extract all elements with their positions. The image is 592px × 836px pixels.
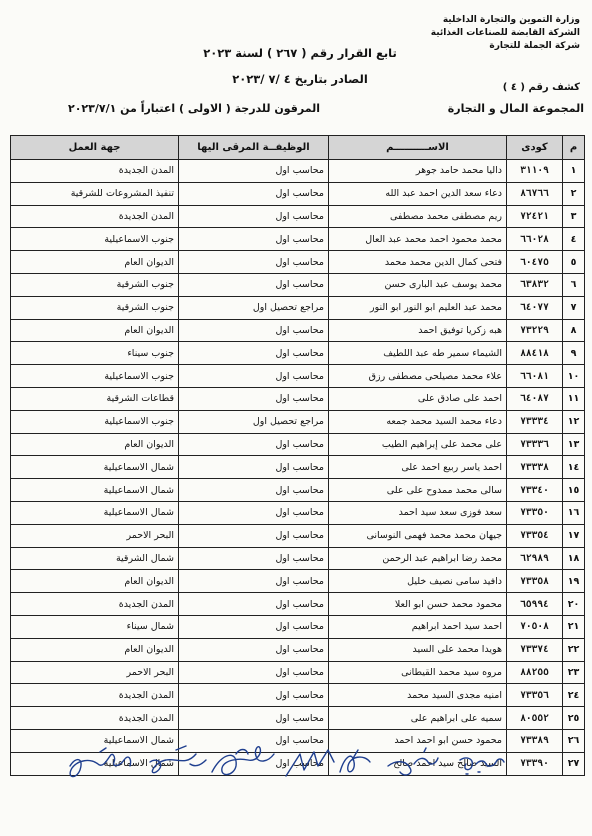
cell-job: محاسب اول <box>179 160 329 183</box>
cell-no: ١٩ <box>563 570 585 593</box>
cell-dept: شمال الاسماعيلية <box>11 752 179 775</box>
cell-job: محاسب اول <box>179 729 329 752</box>
column-header-name: الاســــــــــم <box>329 136 507 160</box>
cell-job: محاسب اول <box>179 707 329 730</box>
cell-name: امنيه مجدى السيد محمد <box>329 684 507 707</box>
table-row <box>11 182 585 205</box>
signature-7 <box>460 758 504 774</box>
signature-4 <box>286 750 334 776</box>
table-row <box>11 387 585 410</box>
cell-code: ٧٣٣٤٠ <box>507 479 563 502</box>
cell-job: محاسب اول <box>179 319 329 342</box>
cell-dept: تنفيذ المشروعات للشرقية <box>11 182 179 205</box>
table-row <box>11 160 585 183</box>
cell-name: دافيد سامى نصيف خليل <box>329 570 507 593</box>
cell-name: السيد صالح سيد احمد صالح <box>329 752 507 775</box>
signature-5 <box>340 750 370 772</box>
cell-no: ٢ <box>563 182 585 205</box>
cell-code: ٦٤٠٨٧ <box>507 387 563 410</box>
cell-dept: شمال الاسماعيلية <box>11 729 179 752</box>
issue-date: الصادر بتاريخ ٤ /٧ /٢٠٢٣ <box>232 72 368 86</box>
cell-dept: شمال الاسماعيلية <box>11 501 179 524</box>
cell-no: ٤ <box>563 228 585 251</box>
cell-code: ٦٦٠٨١ <box>507 365 563 388</box>
cell-code: ٨٠٥٥٢ <box>507 707 563 730</box>
cell-code: ٧٣٣٥٨ <box>507 570 563 593</box>
cell-code: ٨٦٧٦٦ <box>507 182 563 205</box>
cell-job: مراجع تحصيل اول <box>179 296 329 319</box>
table-row <box>11 319 585 342</box>
cell-no: ٢٤ <box>563 684 585 707</box>
cell-dept: جنوب الاسماعيلية <box>11 365 179 388</box>
table-row <box>11 524 585 547</box>
column-header-job: الوظيفــة المرقى اليها <box>179 136 329 160</box>
cell-code: ٧٣٣٩٠ <box>507 752 563 775</box>
cell-job: محاسب اول <box>179 205 329 228</box>
cell-no: ٢٠ <box>563 593 585 616</box>
table-row <box>11 273 585 296</box>
cell-dept: قطاعات الشرقية <box>11 387 179 410</box>
cell-name: ريم مصطفى محمد مصطفى <box>329 205 507 228</box>
cell-no: ١ <box>563 160 585 183</box>
cell-dept: شمال الاسماعيلية <box>11 456 179 479</box>
cell-no: ٢٦ <box>563 729 585 752</box>
cell-no: ٢٣ <box>563 661 585 684</box>
cell-name: محمد يوسف عبد البارى حسن <box>329 273 507 296</box>
cell-no: ٣ <box>563 205 585 228</box>
cell-job: محاسب اول <box>179 638 329 661</box>
table-row <box>11 296 585 319</box>
column-header-dept: جهة العمل <box>11 136 179 160</box>
column-header-code: كودى <box>507 136 563 160</box>
cell-name: داليا محمد حامد جوهر <box>329 160 507 183</box>
cell-job: محاسب اول <box>179 433 329 456</box>
cell-name: سميه على ابراهيم على <box>329 707 507 730</box>
table-row <box>11 456 585 479</box>
cell-name: محمود حسن ابو احمد احمد <box>329 729 507 752</box>
cell-dept: جنوب الاسماعيلية <box>11 228 179 251</box>
cell-job: محاسب اول <box>179 752 329 775</box>
cell-code: ٦٤٠٧٧ <box>507 296 563 319</box>
cell-dept: البحر الاحمر <box>11 661 179 684</box>
cell-job: محاسب اول <box>179 593 329 616</box>
cell-job: محاسب اول <box>179 228 329 251</box>
cell-job: محاسب اول <box>179 501 329 524</box>
cell-no: ٨ <box>563 319 585 342</box>
decree-titles <box>150 40 450 92</box>
cell-code: ٧٣٣٥٤ <box>507 524 563 547</box>
promotion-table <box>10 135 585 776</box>
cell-code: ٨٨٤١٨ <box>507 342 563 365</box>
cell-no: ١٣ <box>563 433 585 456</box>
cell-name: سالى محمد ممدوح على على <box>329 479 507 502</box>
cell-job: محاسب اول <box>179 273 329 296</box>
cell-job: محاسب اول <box>179 365 329 388</box>
cell-code: ٣١١٠٩ <box>507 160 563 183</box>
cell-name: فتحى كمال الدين محمد محمد <box>329 251 507 274</box>
cell-code: ٧٣٣٧٤ <box>507 638 563 661</box>
sheet-number: كشف رقم ( ٤ ) <box>502 82 580 93</box>
cell-code: ٧٣٣٣٨ <box>507 456 563 479</box>
cell-job: محاسب اول <box>179 456 329 479</box>
cell-no: ٢٧ <box>563 752 585 775</box>
table-row <box>11 365 585 388</box>
cell-job: مراجع تحصيل اول <box>179 410 329 433</box>
table-row <box>11 228 585 251</box>
cell-name: هبه زكريا توفيق احمد <box>329 319 507 342</box>
cell-no: ١٨ <box>563 547 585 570</box>
cell-name: محمد محمود احمد محمد عبد العال <box>329 228 507 251</box>
table-row <box>11 684 585 707</box>
table-row <box>11 615 585 638</box>
signature-1 <box>70 748 131 777</box>
cell-code: ٧٣٣٨٩ <box>507 729 563 752</box>
promotion-label: المرقون للدرجة ( الاولى ) اعتباراً من ٢٠٢٣/٧/١ <box>68 102 320 115</box>
cell-code: ٧٣٣٥٦ <box>507 684 563 707</box>
org-line-holding: الشركة القابضة للصناعات الغذائية <box>430 28 580 38</box>
subheading <box>10 102 584 118</box>
table-row <box>11 661 585 684</box>
cell-code: ٦٥٩٩٤ <box>507 593 563 616</box>
org-line-company: شركة الجملة للتجارة <box>489 41 580 51</box>
table-row <box>11 251 585 274</box>
cell-dept: المدن الجديدة <box>11 684 179 707</box>
cell-job: محاسب اول <box>179 570 329 593</box>
cell-no: ١٦ <box>563 501 585 524</box>
signature-2 <box>150 746 206 773</box>
cell-no: ١٥ <box>563 479 585 502</box>
cell-dept: الديوان العام <box>11 570 179 593</box>
cell-name: علاء محمد مصيلحى مصطفى رزق <box>329 365 507 388</box>
cell-no: ٢١ <box>563 615 585 638</box>
decree-title: تابع القرار رقم ( ٢٦٧ ) لسنة ٢٠٢٣ <box>203 46 397 60</box>
cell-job: محاسب اول <box>179 661 329 684</box>
cell-name: على محمد على إبراهيم الطيب <box>329 433 507 456</box>
cell-no: ١٤ <box>563 456 585 479</box>
signature-6 <box>388 748 438 775</box>
cell-code: ٦٣٨٣٢ <box>507 273 563 296</box>
cell-dept: جنوب الشرقية <box>11 273 179 296</box>
cell-dept: شمال الاسماعيلية <box>11 479 179 502</box>
cell-dept: جنوب الشرقية <box>11 296 179 319</box>
cell-no: ٦ <box>563 273 585 296</box>
cell-code: ٦٢٩٨٩ <box>507 547 563 570</box>
cell-name: محمد رضا ابراهيم عبد الرحمن <box>329 547 507 570</box>
cell-no: ٩ <box>563 342 585 365</box>
cell-job: محاسب اول <box>179 684 329 707</box>
table-row <box>11 501 585 524</box>
handwritten-signatures <box>0 742 592 792</box>
table-row <box>11 433 585 456</box>
cell-code: ٧٣٣٥٠ <box>507 501 563 524</box>
cell-name: محمود محمد حسن ابو العلا <box>329 593 507 616</box>
table-row <box>11 479 585 502</box>
cell-dept: الديوان العام <box>11 638 179 661</box>
cell-name: جيهان محمد محمد فهمى النوسانى <box>329 524 507 547</box>
table-row <box>11 570 585 593</box>
cell-job: محاسب اول <box>179 251 329 274</box>
cell-no: ١٢ <box>563 410 585 433</box>
cell-no: ٥ <box>563 251 585 274</box>
cell-code: ٨٨٢٥٥ <box>507 661 563 684</box>
cell-code: ٦٦٠٢٨ <box>507 228 563 251</box>
table-row <box>11 707 585 730</box>
cell-code: ٧٣٣٣٦ <box>507 433 563 456</box>
cell-dept: المدن الجديدة <box>11 160 179 183</box>
cell-job: محاسب اول <box>179 524 329 547</box>
signatures-area <box>0 742 592 792</box>
cell-dept: المدن الجديدة <box>11 707 179 730</box>
cell-name: محمد عبد العليم ابو النور ابو النور <box>329 296 507 319</box>
cell-name: دعاء محمد السيد محمد جمعه <box>329 410 507 433</box>
cell-no: ١١ <box>563 387 585 410</box>
cell-code: ٧٣٣٣٤ <box>507 410 563 433</box>
table-row <box>11 410 585 433</box>
cell-code: ٧٠٥٠٨ <box>507 615 563 638</box>
cell-job: محاسب اول <box>179 387 329 410</box>
cell-name: سعد فوزى سعد سيد احمد <box>329 501 507 524</box>
cell-no: ١٠ <box>563 365 585 388</box>
cell-name: مروه سيد محمد القيطانى <box>329 661 507 684</box>
cell-dept: الديوان العام <box>11 319 179 342</box>
table-header-row <box>11 136 585 160</box>
cell-name: دعاء سعد الدين احمد عبد الله <box>329 182 507 205</box>
cell-name: احمد على صادق على <box>329 387 507 410</box>
organization-header <box>430 14 580 53</box>
cell-job: محاسب اول <box>179 547 329 570</box>
cell-no: ٢٢ <box>563 638 585 661</box>
cell-job: محاسب اول <box>179 182 329 205</box>
cell-code: ٧٣٢٢٩ <box>507 319 563 342</box>
cell-dept: البحر الاحمر <box>11 524 179 547</box>
cell-job: محاسب اول <box>179 615 329 638</box>
cell-dept: جنوب سيناء <box>11 342 179 365</box>
table-row <box>11 342 585 365</box>
table-row <box>11 547 585 570</box>
cell-no: ٧ <box>563 296 585 319</box>
cell-job: محاسب اول <box>179 342 329 365</box>
cell-no: ١٧ <box>563 524 585 547</box>
cell-code: ٦٠٤٧٥ <box>507 251 563 274</box>
column-header-no: م <box>563 136 585 160</box>
cell-job: محاسب اول <box>179 479 329 502</box>
cell-name: احمد ياسر ربيع احمد على <box>329 456 507 479</box>
table-row <box>11 638 585 661</box>
cell-dept: المدن الجديدة <box>11 593 179 616</box>
cell-name: الشيماء سمير طه عبد اللطيف <box>329 342 507 365</box>
cell-code: ٧٢٤٢١ <box>507 205 563 228</box>
cell-name: هويدا محمد على السيد <box>329 638 507 661</box>
cell-no: ٢٥ <box>563 707 585 730</box>
cell-dept: شمال سيناء <box>11 615 179 638</box>
cell-dept: جنوب الاسماعيلية <box>11 410 179 433</box>
cell-dept: الديوان العام <box>11 433 179 456</box>
table-row <box>11 593 585 616</box>
table-body <box>11 160 585 776</box>
org-line-ministry: وزارة التموين والتجارة الداخلية <box>442 15 580 25</box>
cell-dept: المدن الجديدة <box>11 205 179 228</box>
cell-dept: الديوان العام <box>11 251 179 274</box>
signature-3 <box>212 747 274 775</box>
cell-dept: شمال الشرقية <box>11 547 179 570</box>
cell-name: احمد سيد احمد ابراهيم <box>329 615 507 638</box>
table-row <box>11 205 585 228</box>
group-label: المجموعة المال و التجارة <box>447 102 584 115</box>
